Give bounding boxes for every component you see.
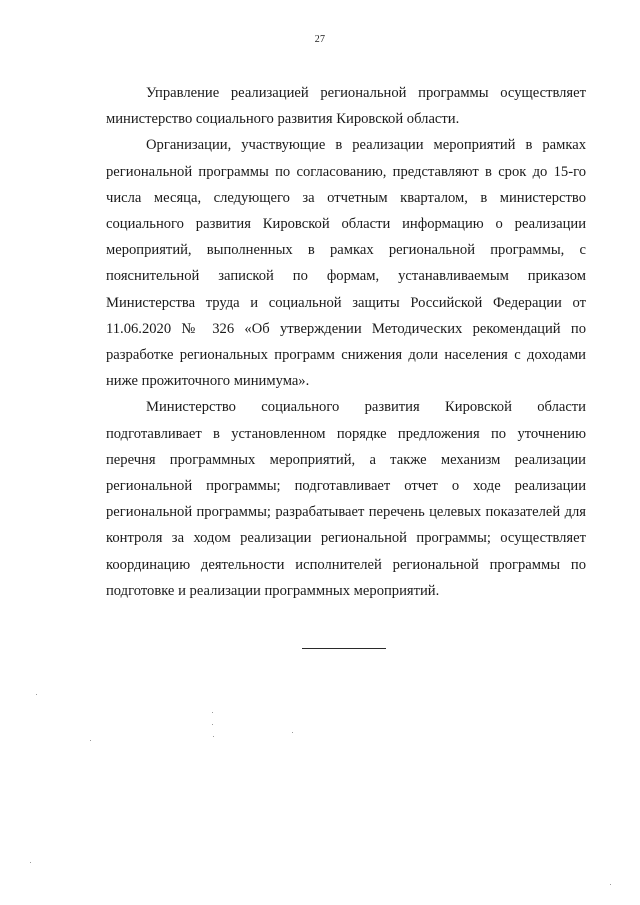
paragraph-organizations-reporting: Организации, участвующие в реализации мероприятий в рамках региональной программы по согласованию, представляют в срок до 15-го числа месяца, следующего за отчетным кварталом, в министерство социального развития Кировской области информацию о реализации мероприятий, выполненных в рамках региональной программы, с пояснительной запиской по формам, устанавливаемым приказом Министерства труда и социальной защиты Российской Федерации от 11.06.2020 № 326 «Об утверждении Методических рекомендаций по разработке региональных программ снижения доли населения с доходами ниже прожиточного минимума». (106, 137, 586, 390)
document-body (106, 80, 586, 604)
end-separator-line (302, 648, 386, 649)
scan-speck (36, 694, 37, 695)
scan-speck (30, 862, 31, 863)
scan-speck (212, 712, 213, 713)
scan-speck (213, 736, 214, 737)
paragraph-program-management: Управление реализацией региональной программы осуществляет министерство социального развития Кировской области. (106, 85, 586, 128)
scan-speck (212, 724, 213, 725)
paragraph-ministry-duties: Министерство социального развития Кировской области подготавливает в установленном порядке предложения по уточнению перечня программных мероприятий, а также механизм реализации региональной программы; подготавливает отчет о ходе реализации региональной программы; разрабатывает перечень целевых показателей для контроля за ходом реализации региональной программы; осуществляет координацию деятельности исполнителей региональной программы по подготовке и реализации программных мероприятий. (106, 399, 586, 599)
page-number: 27 (314, 34, 326, 45)
scan-speck (610, 884, 611, 885)
scan-speck (292, 732, 293, 733)
scan-speck (90, 740, 91, 741)
